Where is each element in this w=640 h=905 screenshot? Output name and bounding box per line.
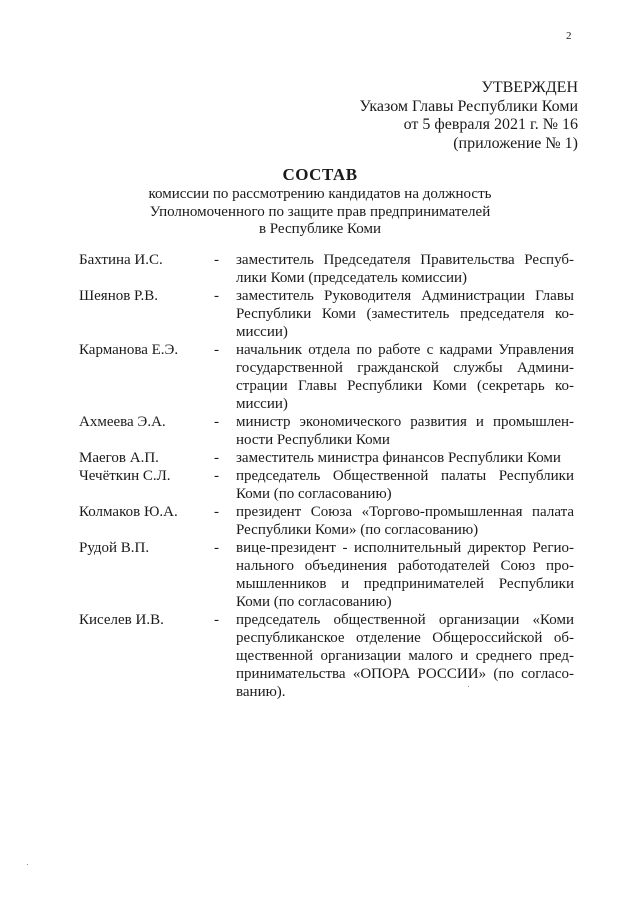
- role-line: миссии): [236, 396, 288, 412]
- role-line: заместитель Руководителя Администрации Главы: [236, 288, 574, 304]
- member-name: Киселев И.В.: [79, 612, 164, 628]
- member-row: [79, 611, 574, 701]
- approval-appendix: (приложение № 1): [453, 134, 578, 152]
- member-dash: -: [214, 342, 219, 358]
- member-row: [79, 539, 574, 611]
- role-line: ности Республики Коми: [236, 432, 390, 448]
- role-line: нального объединения работодателей Союз про-: [236, 558, 574, 574]
- member-name: Бахтина И.С.: [79, 252, 163, 268]
- member-role: [236, 611, 574, 701]
- member-role: [236, 341, 574, 413]
- role-line: начальник отдела по работе с кадрами Управления: [236, 342, 574, 358]
- member-role: [236, 413, 574, 449]
- commission-members-list: [79, 251, 574, 701]
- document-title: СОСТАВ: [282, 165, 358, 184]
- role-line: мышленников и предпринимателей Республики: [236, 576, 574, 592]
- document-subtitle: [0, 186, 640, 239]
- member-dash: -: [214, 504, 219, 520]
- member-row: [79, 251, 574, 287]
- role-line: Коми (по согласованию): [236, 594, 392, 610]
- member-role: [236, 467, 574, 503]
- role-line: Республики Коми» (по согласованию): [236, 522, 479, 538]
- role-line: щественной организации малого и среднего пред-: [236, 648, 574, 664]
- role-line: страции Главы Республики Коми (секретарь ко-: [236, 378, 574, 394]
- title-block: [0, 165, 640, 239]
- approval-issuer: Указом Главы Республики Коми: [359, 97, 578, 115]
- subtitle-line: комиссии по рассмотрению кандидатов на должность: [148, 186, 492, 202]
- approval-date: от 5 февраля 2021 г. № 16: [403, 116, 578, 133]
- member-role: [236, 503, 574, 539]
- member-dash: -: [214, 252, 219, 268]
- role-line: ванию).: [236, 684, 286, 700]
- role-line: республиканское отделение Общероссийской об-: [236, 630, 574, 646]
- approval-status: УТВЕРЖДЕН: [481, 79, 578, 96]
- role-line: президент Союза «Торгово-промышленная палата: [236, 504, 574, 520]
- member-row: [79, 503, 574, 539]
- member-row: [79, 287, 574, 341]
- member-dash: -: [214, 468, 219, 484]
- role-line: заместитель Председателя Правительства Респуб-: [236, 252, 574, 268]
- member-name: Карманова Е.Э.: [79, 342, 179, 358]
- member-name: Колмаков Ю.А.: [79, 504, 178, 520]
- member-row: [79, 449, 574, 467]
- member-row: [79, 467, 574, 503]
- role-line: Республики Коми (заместитель председателя ко-: [236, 306, 574, 322]
- approval-stamp: [359, 79, 578, 153]
- member-dash: -: [214, 540, 219, 556]
- member-dash: -: [214, 612, 219, 628]
- member-name: Шеянов Р.В.: [79, 288, 159, 304]
- member-name: Рудой В.П.: [79, 540, 150, 556]
- subtitle-line: в Республике Коми: [258, 221, 382, 237]
- role-line: председатель общественной организации «Коми: [236, 612, 574, 628]
- subtitle-line: Уполномоченного по защите прав предпринимателей: [149, 203, 491, 220]
- member-dash: -: [214, 288, 219, 304]
- page-number: 2: [566, 30, 572, 42]
- role-line: принимательства «ОПОРА РОССИИ» (по согласо-: [236, 666, 574, 682]
- role-line: министр экономического развития и промышлен-: [236, 414, 574, 430]
- member-name: Ахмеева Э.А.: [79, 414, 166, 430]
- role-line: Коми (по согласованию): [236, 486, 392, 502]
- member-role: [236, 539, 574, 611]
- member-dash: -: [214, 414, 219, 430]
- scan-speck: [27, 864, 28, 865]
- member-role: [236, 449, 574, 467]
- role-line: заместитель министра финансов Республики Коми: [236, 450, 561, 466]
- role-line: миссии): [236, 324, 288, 340]
- member-dash: -: [214, 450, 219, 466]
- member-role: [236, 287, 574, 341]
- role-line: лики Коми (председатель комиссии): [236, 270, 468, 286]
- role-line: вице-президент - исполнительный директор Регио-: [236, 540, 574, 556]
- member-row: [79, 341, 574, 413]
- member-row: [79, 413, 574, 449]
- scan-speck: [468, 686, 469, 687]
- member-name: Чечёткин С.Л.: [79, 468, 171, 484]
- member-role: [236, 251, 574, 287]
- member-name: Маегов А.П.: [79, 450, 159, 466]
- role-line: государственной гражданской службы Админи-: [236, 360, 574, 376]
- role-line: председатель Общественной палаты Республики: [236, 468, 574, 484]
